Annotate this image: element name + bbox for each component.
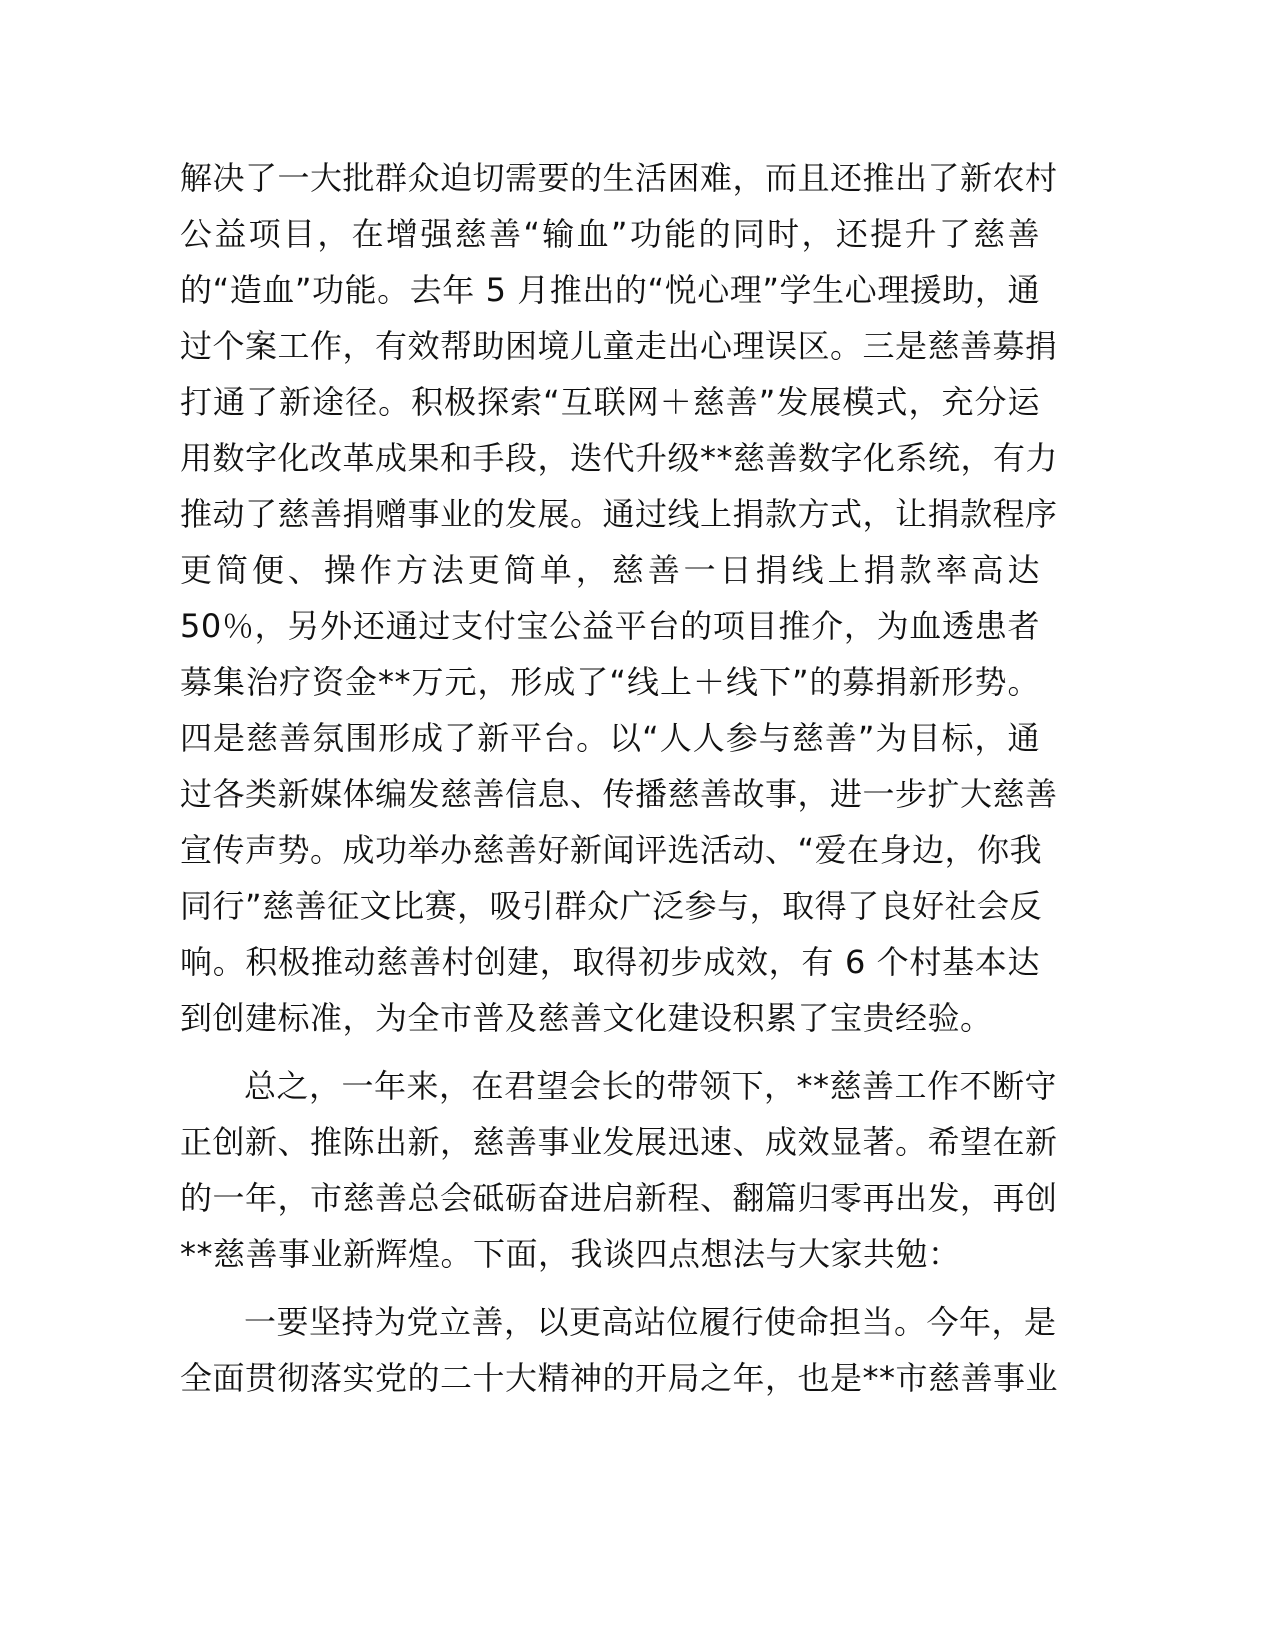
text-line: 募集治疗资金**万元，形成了“线上＋线下”的募捐新形势。 [180,663,1040,701]
paragraph-3 [180,1294,1059,1406]
paragraph-2 [180,1058,1058,1282]
text-line: 解决了一大批群众迫切需要的生活困难，而且还推出了新农村 [180,159,1058,197]
text-line: 公益项目，在增强慈善“输血”功能的同时，还提升了慈善 [180,215,1040,253]
text-line: 50％，另外还通过支付宝公益平台的项目推介，为血透患者 [180,607,1040,645]
text-line: 响。积极推动慈善村创建，取得初步成效，有 6 个村基本达 [180,943,1040,981]
text-line: 的一年，市慈善总会砥砺奋进启新程、翻篇归零再出发，再创 [180,1179,1058,1217]
text-line: 正创新、推陈出新，慈善事业发展迅速、成效显著。希望在新 [180,1123,1058,1161]
text-line: 打通了新途径。积极探索“互联网＋慈善”发展模式，充分运 [180,383,1040,421]
text-line: 一要坚持为党立善，以更高站位履行使命担当。今年，是 [244,1303,1057,1341]
text-line: 到创建标准，为全市普及慈善文化建设积累了宝贵经验。 [180,999,993,1037]
text-line: 全面贯彻落实党的二十大精神的开局之年，也是**市慈善事业 [180,1359,1059,1397]
text-line: 四是慈善氛围形成了新平台。以“人人参与慈善”为目标，通 [180,719,1040,757]
text-line: 总之，一年来，在君望会长的带领下，**慈善工作不断守 [244,1067,1058,1105]
paragraph-1 [180,150,1059,1046]
text-line: 推动了慈善捐赠事业的发展。通过线上捐款方式，让捐款程序 [180,495,1058,533]
text-line: 的“造血”功能。去年 5 月推出的“悦心理”学生心理援助，通 [180,271,1040,309]
text-line: 过个案工作，有效帮助困境儿童走出心理误区。三是慈善募捐 [180,327,1058,365]
text-line: 更简便、操作方法更简单，慈善一日捐线上捐款率高达 [180,551,1040,589]
document-body [180,150,1059,1406]
text-line: **慈善事业新辉煌。下面，我谈四点想法与大家共勉： [180,1235,961,1273]
text-line: 宣传声势。成功举办慈善好新闻评选活动、“爱在身边，你我 [180,831,1043,869]
text-line: 过各类新媒体编发慈善信息、传播慈善故事，进一步扩大慈善 [180,775,1058,813]
text-line: 用数字化改革成果和手段，迭代升级**慈善数字化系统，有力 [180,439,1059,477]
text-line: 同行”慈善征文比赛，吸引群众广泛参与，取得了良好社会反 [180,887,1043,925]
